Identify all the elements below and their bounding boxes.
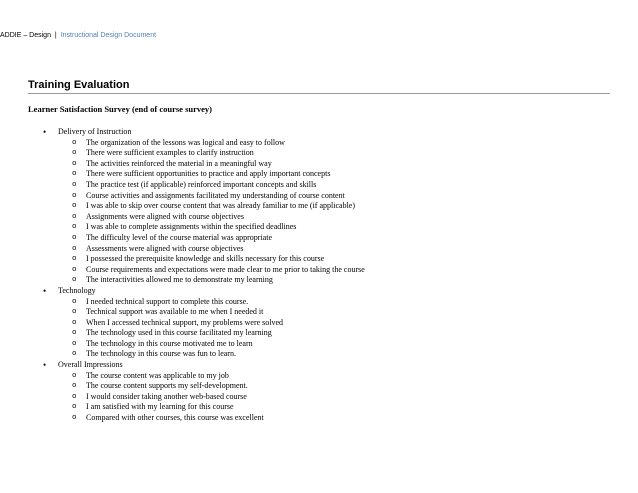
survey-item-text: I was able to complete assignments within the specified deadlines <box>86 222 297 232</box>
item-bullet-icon: o <box>72 276 77 285</box>
survey-item-text: The interactivities allowed me to demonstrate my learning <box>86 275 273 285</box>
item-bullet-icon: o <box>72 392 77 401</box>
item-bullet-icon: o <box>72 159 77 168</box>
category-item <box>0 127 638 286</box>
survey-item <box>58 254 638 265</box>
survey-item <box>58 339 638 350</box>
survey-item <box>58 138 638 149</box>
survey-item-text: Compared with other courses, this course was excellent <box>86 413 264 423</box>
survey-subtitle: Learner Satisfaction Survey (end of course survey) <box>28 104 212 114</box>
item-bullet-icon: o <box>72 170 77 179</box>
survey-item <box>58 148 638 159</box>
survey-item <box>58 212 638 223</box>
survey-item-text: The organization of the lessons was logical and easy to follow <box>86 137 285 147</box>
item-bullet-icon: o <box>72 382 77 391</box>
category-label: Technology <box>58 285 96 295</box>
survey-item <box>58 307 638 318</box>
item-bullet-icon: o <box>72 191 77 200</box>
item-bullet-icon: o <box>72 233 77 242</box>
survey-item-text: The technology used in this course facilitated my learning <box>86 328 272 338</box>
survey-item <box>58 402 638 413</box>
item-bullet-icon: o <box>72 371 77 380</box>
survey-item-text: I would consider taking another web-based course <box>86 391 247 401</box>
survey-item-text: The technology in this course was fun to learn. <box>86 349 236 359</box>
item-bullet-icon: o <box>72 350 77 359</box>
item-bullet-icon: o <box>72 308 77 317</box>
survey-item <box>58 413 638 424</box>
survey-item <box>58 392 638 403</box>
survey-item <box>58 169 638 180</box>
survey-outline <box>0 127 638 424</box>
item-bullet-icon: o <box>72 149 77 158</box>
survey-item <box>58 328 638 339</box>
survey-item-text: The course content supports my self-development. <box>86 381 248 391</box>
survey-item-text: I possessed the prerequisite knowledge and skills necessary for this course <box>86 254 325 264</box>
survey-item-text: I was able to skip over course content that was already familiar to me (if applicable) <box>86 201 356 211</box>
item-bullet-icon: o <box>72 180 77 189</box>
survey-item <box>58 222 638 233</box>
survey-item-text: There were sufficient examples to clarify instruction <box>86 148 254 158</box>
category-item <box>0 360 638 424</box>
survey-item <box>58 297 638 308</box>
item-bullet-icon: o <box>72 414 77 423</box>
survey-item <box>58 191 638 202</box>
category-bullet-icon: • <box>43 285 47 296</box>
survey-item-text: Course requirements and expectations were made clear to me prior to taking the course <box>86 264 365 274</box>
survey-item-text: There were sufficient opportunities to practice and apply important concepts <box>86 169 331 179</box>
item-bullet-icon: o <box>72 329 77 338</box>
category-label: Overall Impressions <box>58 360 123 370</box>
survey-item-text: The technology in this course motivated me to learn <box>86 338 253 348</box>
survey-item <box>58 159 638 170</box>
item-bullet-icon: o <box>72 255 77 264</box>
survey-item-text: The activities reinforced the material in a meaningful way <box>86 158 272 168</box>
survey-item-list <box>58 297 638 361</box>
item-bullet-icon: o <box>72 223 77 232</box>
survey-item <box>58 244 638 255</box>
item-bullet-icon: o <box>72 202 77 211</box>
item-bullet-icon: o <box>72 212 77 221</box>
section-title: Training Evaluation <box>28 79 610 94</box>
survey-item-text: The course content was applicable to my job <box>86 370 229 380</box>
survey-item-text: I am satisfied with my learning for this course <box>86 402 234 412</box>
category-bullet-icon: • <box>43 127 47 137</box>
item-bullet-icon: o <box>72 265 77 274</box>
item-bullet-icon: o <box>72 318 77 327</box>
survey-item-text: The difficulty level of the course material was appropriate <box>86 232 272 242</box>
survey-item-text: Assignments were aligned with course objectives <box>86 211 244 221</box>
survey-item-text: Assessments were aligned with course objectives <box>86 243 244 253</box>
survey-item <box>58 275 638 286</box>
survey-item <box>58 381 638 392</box>
item-bullet-icon: o <box>72 297 77 306</box>
category-bullet-icon: • <box>43 360 47 371</box>
survey-item-list <box>58 371 638 424</box>
category-item <box>0 286 638 360</box>
category-label: Delivery of Instruction <box>58 127 132 136</box>
header-title: ADDIE – Design <box>0 32 51 39</box>
survey-item <box>58 371 638 382</box>
survey-item-text: Course activities and assignments facilitated my understanding of course content <box>86 190 345 200</box>
header-separator: | <box>54 32 57 39</box>
document-header <box>0 31 156 41</box>
item-bullet-icon: o <box>72 339 77 348</box>
survey-item <box>58 265 638 276</box>
item-bullet-icon: o <box>72 138 77 147</box>
survey-item-text: When I accessed technical support, my problems were solved <box>86 317 284 327</box>
survey-item <box>58 233 638 244</box>
item-bullet-icon: o <box>72 403 77 412</box>
survey-item <box>58 318 638 329</box>
survey-item <box>58 180 638 191</box>
item-bullet-icon: o <box>72 244 77 253</box>
survey-item-text: I needed technical support to complete this course. <box>86 296 249 306</box>
survey-item-text: The practice test (if applicable) reinforced important concepts and skills <box>86 179 317 189</box>
survey-item <box>58 201 638 212</box>
survey-item-text: Technical support was available to me when I needed it <box>86 307 264 317</box>
survey-item-list <box>58 138 638 286</box>
header-subtitle: Instructional Design Document <box>60 32 157 39</box>
survey-item <box>58 349 638 360</box>
